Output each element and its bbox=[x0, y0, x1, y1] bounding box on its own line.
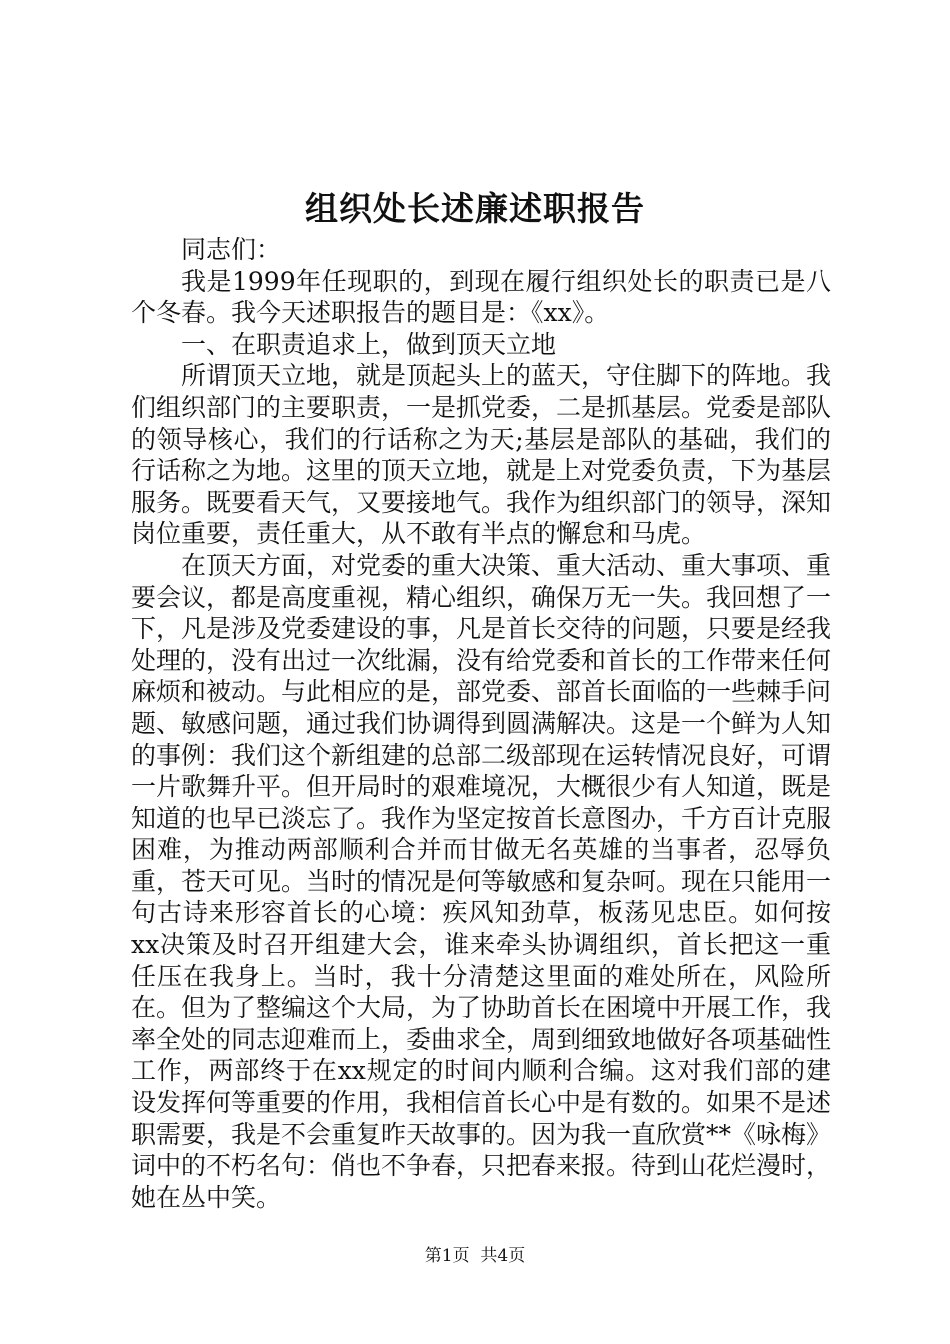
page-footer: 第1页 共4页 bbox=[424, 1246, 526, 1266]
salutation-paragraph: 同志们： bbox=[181, 235, 282, 264]
intro-paragraph: 我是1999年任现职的，到现在履行组织处长的职责已是八个冬春。我今天述职报告的题目是：《xx》。 bbox=[131, 266, 831, 328]
body-paragraph: 所谓顶天立地，就是顶起头上的蓝天，守住脚下的阵地。我们组织部门的主要职责，一是抓党委，二是抓基层。党委是部队的领导核心，我们的行话称之为天;基层是部队的基础，我们的行话称之为地。这里的顶天立地，就是上对党委负责，下为基层服务。既要看天气，又要接地气。我作为组织部门的领导，深知岗位重要，责任重大，从不敢有半点的懈怠和马虎。 bbox=[131, 361, 832, 549]
document-body bbox=[131, 234, 831, 1213]
document-title: 组织处长述廉述职报告 bbox=[305, 189, 645, 228]
section-heading: 一、在职责追求上，做到顶天立地 bbox=[181, 329, 557, 359]
body-paragraph: 在顶天方面，对党委的重大决策、重大活动、重大事项、重要会议，都是高度重视，精心组织，确保万无一失。我回想了一下，凡是涉及党委建设的事，凡是首长交待的问题，只要是经我处理的，没有出过一次纰漏，没有给党委和首长的工作带来任何麻烦和被动。与此相应的是，部党委、部首长面临的一些棘手问题、敏感问题，通过我们协调得到圆满解决。这是一个鲜为人知的事例：我们这个新组建的总部二级部现在运转情况良好，可谓一片歌舞升平。但开局时的艰难境况，大概很少有人知道，既是知道的也早已淡忘了。我作为坚定按首长意图办，千方百计克服困难，为推动两部顺利合并而甘做无名英雄的当事者，忍辱负重，苍天可见。当时的情况是何等敏感和复杂呵。现在只能用一句古诗来形容首长的心境：疾风知劲草，板荡见忠臣。如何按xx决策及时召开组建大会，谁来牵头协调组织，首长把这一重任压在我身上。当时，我十分清楚这里面的难处所在，风险所在。但为了整编这个大局，为了协助首长在困境中开展工作，我率全处的同志迎难而上，委曲求全，周到细致地做好各项基础性工作，两部终于在xx规定的时间内顺利合编。这对我们部的建设发挥何等重要的作用，我相信首长心中是有数的。如果不是述职需要，我是不会重复昨天故事的。因为我一直欣赏**《咏梅》词中的不朽名句：俏也不争春，只把春来报。待到山花烂漫时，她在丛中笑。 bbox=[131, 550, 832, 1212]
